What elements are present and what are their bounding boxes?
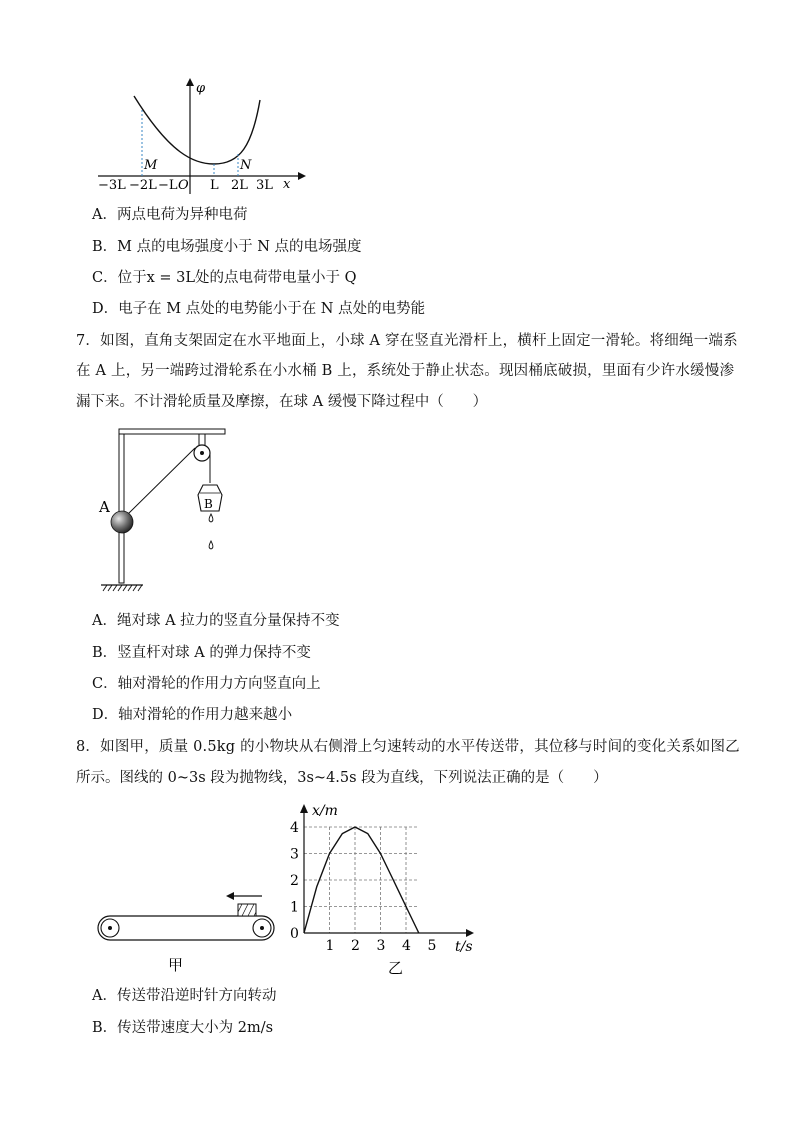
tick-label: −L	[158, 178, 178, 193]
q7-stem-line-2: 在 A 上，另一端跨过滑轮系在小水桶 B 上，系统处于静止状态。现因桶底破损，里面有少许水缓慢渗	[76, 363, 735, 379]
tick-label: 3L	[256, 178, 273, 193]
pulley-axle	[200, 451, 204, 455]
y-tick-label: 4	[290, 820, 299, 836]
ground-hatch	[103, 585, 142, 591]
chart-axes	[300, 804, 474, 937]
chart-tick-labels	[290, 820, 436, 954]
q8-stem-line-1: 8．如图甲，质量 0.5kg 的小物块从右侧滑上匀速转动的水平传送带，其位移与时间的变化关系如图乙	[76, 739, 740, 755]
water-drop	[209, 514, 213, 522]
velocity-arrow-head	[226, 892, 234, 900]
x-tick-label: 5	[427, 938, 437, 954]
x-tick-label: 4	[402, 938, 411, 954]
x-axis-arrow	[298, 172, 306, 180]
q7-option-c: C．轴对滑轮的作用力方向竖直向上	[92, 676, 321, 692]
fig-jia-label: 甲	[168, 956, 184, 974]
q7-stem-line-1: 7．如图，直角支架固定在水平地面上，小球 A 穿在竖直光滑杆上，横杆上固定一滑轮。将细绳一端系	[76, 333, 738, 349]
y-tick-label: 1	[290, 899, 299, 916]
chart-x-label: t/s	[455, 939, 473, 955]
chart-y-label: x/m	[312, 803, 338, 819]
tick-label: 2L	[231, 178, 248, 193]
x-axis-label: x	[283, 177, 291, 192]
y-tick-label: 2	[290, 873, 299, 889]
left-roller-axle	[108, 926, 112, 930]
vertical-pole	[119, 429, 124, 583]
y-axis-arrow	[300, 804, 308, 813]
fig-yi-label: 乙	[388, 959, 404, 977]
bucket-b-label: B	[204, 497, 213, 511]
conveyor-figure	[92, 890, 282, 980]
tick-label: −3L	[98, 178, 126, 193]
x-tick-label: 3	[376, 938, 386, 954]
potential-curve	[134, 96, 260, 164]
tick-label: L	[210, 178, 219, 193]
rope-to-ball	[127, 448, 195, 515]
horizontal-bar	[119, 429, 225, 434]
q7-option-b: B．竖直杆对球 A 的弹力保持不变	[92, 645, 311, 661]
q8-option-a: A．传送带沿逆时针方向转动	[92, 988, 277, 1004]
point-m-label: M	[144, 158, 158, 173]
point-n-label: N	[240, 158, 252, 173]
right-roller-axle	[260, 926, 264, 930]
chart-grid	[304, 827, 419, 933]
q7-option-a: A．绳对球 A 拉力的竖直分量保持不变	[92, 613, 340, 629]
q6-option-a: A．两点电荷为异种电荷	[92, 207, 248, 223]
x-axis-arrow	[466, 929, 474, 937]
q7-option-d: D．轴对滑轮的作用力越来越小	[92, 707, 293, 723]
q6-option-c: C．位于x = 3L处的点电荷带电量小于 Q	[92, 270, 357, 286]
y-tick-label: 0	[290, 926, 299, 942]
potential-graph	[90, 76, 310, 196]
xt-chart	[280, 798, 480, 980]
y-axis-arrow	[186, 78, 194, 86]
x-tick-label: 1	[325, 938, 335, 954]
ball-a-label: A	[99, 498, 110, 516]
tick-label: −2L	[129, 178, 157, 193]
q6-option-b: B．M 点的电场强度小于 N 点的电场强度	[92, 239, 362, 255]
water-drop	[209, 541, 213, 549]
bracket-figure	[95, 425, 235, 597]
origin-label: O	[178, 178, 189, 193]
q7-stem-line-3: 漏下来。不计滑轮质量及摩擦，在球 A 缓慢下降过程中（ ）	[76, 394, 488, 410]
q6-option-d: D．电子在 M 点处的电势能小于在 N 点处的电势能	[92, 301, 426, 317]
y-axis-label: φ	[196, 81, 206, 96]
q8-stem-line-2: 所示。图线的 0~3s 段为抛物线，3s~4.5s 段为直线，下列说法正确的是（ ）	[76, 770, 608, 786]
x-tick-label: 2	[351, 938, 360, 954]
y-tick-label: 3	[290, 846, 299, 863]
ball-a	[111, 511, 133, 533]
q8-option-b: B．传送带速度大小为 2m/s	[92, 1020, 274, 1036]
